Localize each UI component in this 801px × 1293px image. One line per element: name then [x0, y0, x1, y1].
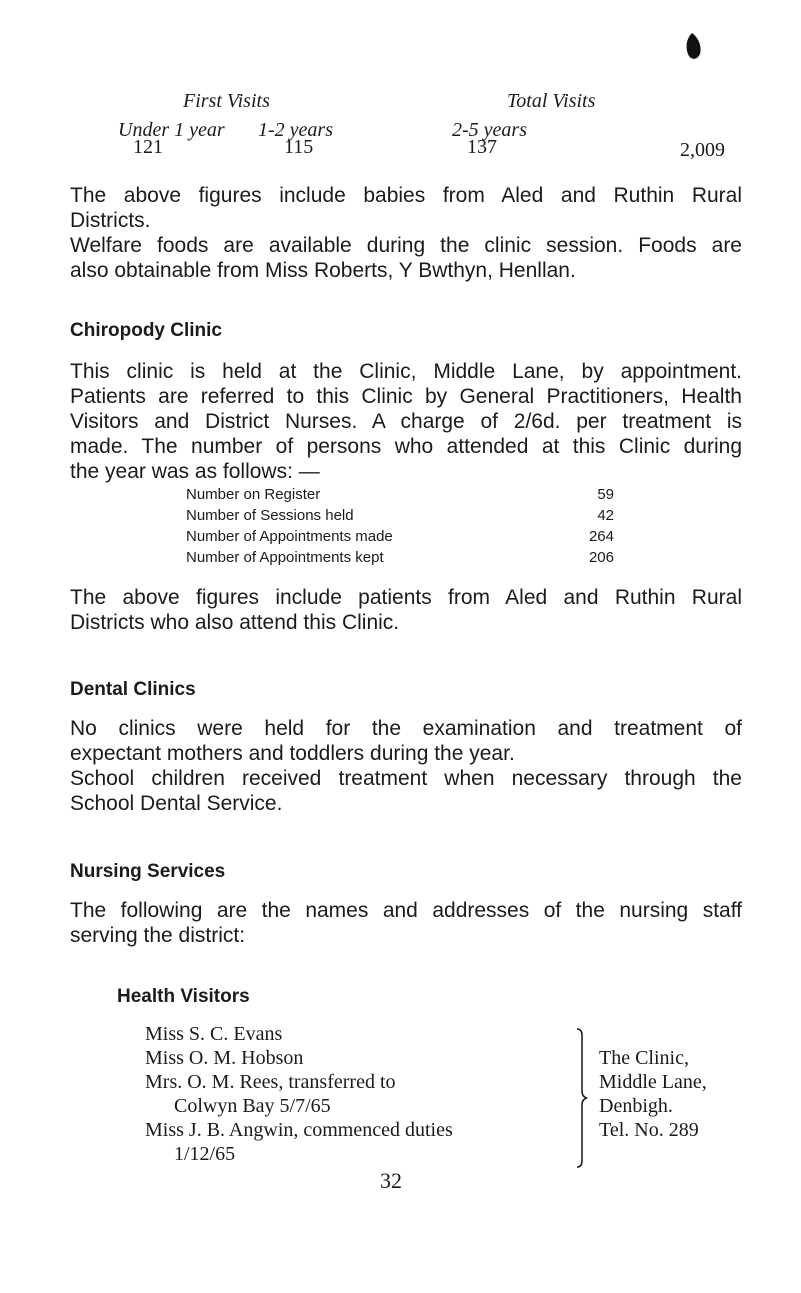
- text-line: made. The number of persons who attended at this Clinic during: [70, 435, 742, 458]
- health-visitors-heading: Health Visitors: [117, 986, 250, 1007]
- text-line: No clinics were held for the examination and treatment of: [70, 717, 742, 740]
- text-line: the year was as follows: —: [70, 460, 320, 483]
- text-line: serving the district:: [70, 924, 246, 947]
- stat-value: 42: [597, 507, 614, 524]
- group-value: 115: [284, 136, 314, 158]
- stat-value: 59: [597, 486, 614, 503]
- text-line: also obtainable from Miss Roberts, Y Bwthyn, Henllan.: [70, 259, 576, 282]
- stat-value: 206: [588, 549, 614, 566]
- nursing-paragraph: [70, 898, 742, 948]
- group-value: 137: [467, 136, 497, 158]
- text-line: Districts.: [70, 209, 151, 232]
- text-line: Districts who also attend this Clinic.: [70, 611, 400, 634]
- chiropody-after-paragraph: [70, 585, 742, 635]
- group-value: 121: [133, 136, 163, 158]
- stat-row: [186, 528, 614, 548]
- visitor-name: Miss O. M. Hobson: [145, 1047, 304, 1069]
- stat-label: Number of Appointments kept: [186, 549, 384, 566]
- visitor-name: Miss S. C. Evans: [145, 1023, 283, 1045]
- text-line: This clinic is held at the Clinic, Middle Lane, by appointment.: [70, 360, 742, 383]
- nursing-heading: Nursing Services: [70, 861, 226, 882]
- stat-row: [186, 549, 614, 569]
- text-line: expectant mothers and toddlers during the year.: [70, 742, 515, 765]
- text-line: Visitors and District Nurses. A charge of 2/6d. per treatment is: [70, 410, 742, 433]
- visitor-note: Colwyn Bay 5/7/65: [174, 1095, 331, 1117]
- visitor-note: 1/12/65: [174, 1143, 236, 1165]
- text-line: School children received treatment when necessary through the: [70, 767, 742, 790]
- brace-icon: [575, 1027, 589, 1169]
- total-visits-label: Total Visits: [507, 90, 596, 112]
- ink-mark-icon: [683, 32, 703, 62]
- visitor-name: Mrs. O. M. Rees, transferred to: [145, 1071, 396, 1093]
- text-line: The above figures include babies from Aled and Ruthin Rural: [70, 184, 742, 207]
- address-line: Denbigh.: [599, 1095, 673, 1117]
- stat-row: [186, 486, 614, 506]
- chiropody-heading: Chiropody Clinic: [70, 320, 222, 341]
- stat-label: Number of Appointments made: [186, 528, 393, 545]
- group-label: Under 1 year: [118, 119, 225, 141]
- stat-label: Number on Register: [186, 486, 321, 503]
- address-line: Tel. No. 289: [599, 1119, 699, 1141]
- address-line: The Clinic,: [599, 1047, 689, 1069]
- stat-label: Number of Sessions held: [186, 507, 354, 524]
- text-line: Welfare foods are available during the clinic session. Foods are: [70, 234, 742, 257]
- visitor-name: Miss J. B. Angwin, commenced duties: [145, 1119, 453, 1141]
- page-number: 32: [380, 1168, 402, 1193]
- dental-paragraph: [70, 716, 742, 816]
- total-visits-value: 2,009: [680, 139, 725, 161]
- first-visits-label: First Visits: [183, 90, 270, 112]
- text-line: School Dental Service.: [70, 792, 283, 815]
- group-label: 1-2 years: [258, 119, 333, 141]
- intro-paragraph: [70, 183, 742, 283]
- group-label: 2-5 years: [452, 119, 527, 141]
- chiropody-paragraph: [70, 359, 742, 484]
- text-line: Patients are referred to this Clinic by General Practitioners, Health: [70, 385, 742, 408]
- dental-heading: Dental Clinics: [70, 679, 196, 700]
- address-line: Middle Lane,: [599, 1071, 707, 1093]
- text-line: The above figures include patients from Aled and Ruthin Rural: [70, 586, 742, 609]
- text-line: The following are the names and addresses of the nursing staff: [70, 899, 742, 922]
- stat-row: [186, 507, 614, 527]
- stat-value: 264: [588, 528, 614, 545]
